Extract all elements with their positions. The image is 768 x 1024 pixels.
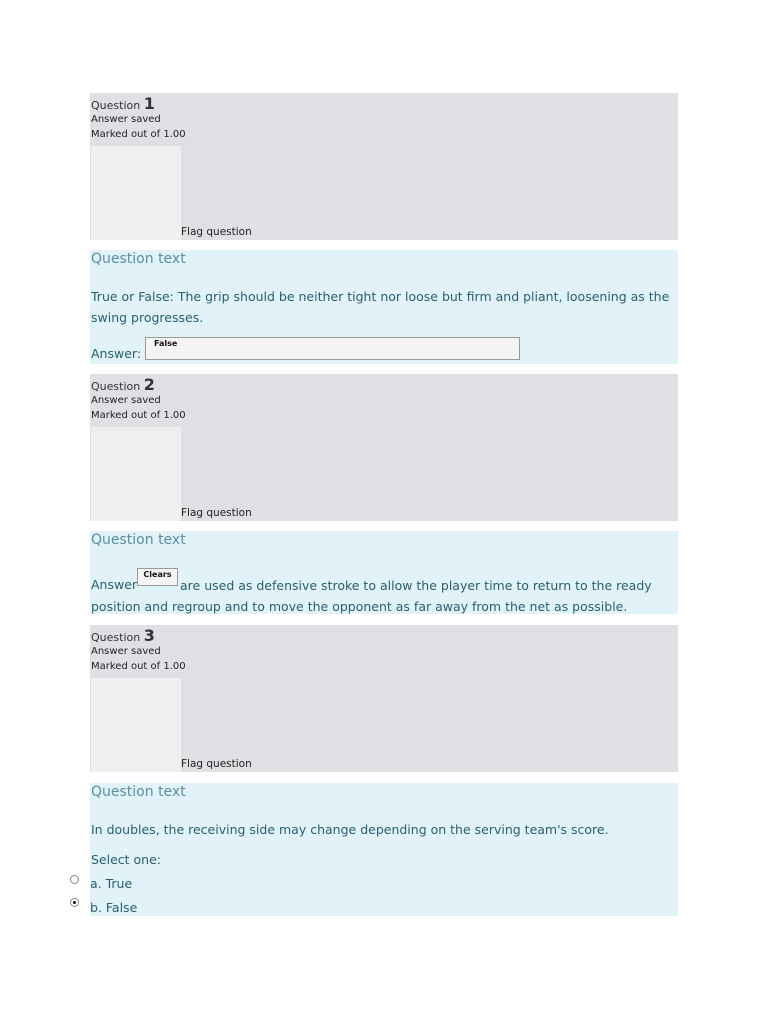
- option-a-label[interactable]: a. True: [90, 876, 133, 891]
- question-3-flag-box: [91, 678, 181, 772]
- question-2-answer-input[interactable]: Clears: [137, 568, 178, 586]
- question-2-text-line1: are used as defensive stroke to allow the player time to return to the ready position and regroup and to move the opponent as far away from the net as possible.: [91, 578, 652, 614]
- question-2-content: [90, 531, 678, 614]
- question-3-number: [91, 626, 155, 645]
- question-number: 3: [143, 626, 155, 645]
- question-3-text: In doubles, the receiving side may change depending on the serving team's score.: [91, 822, 609, 837]
- question-2-number: [91, 375, 155, 394]
- option-b-radio[interactable]: [70, 898, 79, 907]
- question-3-text-heading: Question text: [91, 784, 186, 800]
- question-1-number: [91, 94, 155, 113]
- option-b-label[interactable]: b. False: [90, 900, 138, 915]
- question-1-text: True or False: The grip should be neither tight nor loose but firm and pliant, loosening as the swing progresses.: [91, 289, 670, 325]
- question-2-flag-box: [91, 427, 181, 521]
- question-3-info: [90, 625, 678, 772]
- question-2-answer-label: Answer: [91, 577, 138, 592]
- question-label: Question: [91, 99, 141, 112]
- question-3-state: Answer saved: [91, 646, 161, 657]
- question-1-mark: Marked out of 1.00: [91, 129, 186, 140]
- question-3-mark: Marked out of 1.00: [91, 661, 186, 672]
- question-2-mark: Marked out of 1.00: [91, 410, 186, 421]
- question-3-content-bg: [90, 783, 678, 916]
- question-3-select-label: Select one:: [91, 852, 162, 867]
- question-2-state: Answer saved: [91, 395, 161, 406]
- question-2-info: [90, 374, 678, 521]
- question-2-text-heading: Question text: [91, 532, 186, 548]
- question-1-text-heading: Question text: [91, 251, 186, 267]
- question-1-answer-input[interactable]: False: [145, 337, 520, 360]
- question-1-flag-box: [91, 146, 181, 240]
- question-1-answer-label: Answer:: [91, 346, 142, 361]
- question-1-info: [90, 93, 678, 240]
- question-2-flag-link[interactable]: Flag question: [181, 507, 252, 519]
- option-a-radio[interactable]: [70, 875, 79, 884]
- question-number: 1: [143, 94, 155, 113]
- question-label: Question: [91, 631, 141, 644]
- question-1-content: [90, 250, 678, 364]
- question-label: Question: [91, 380, 141, 393]
- question-3-content: [67, 783, 678, 916]
- question-3-flag-link[interactable]: Flag question: [181, 758, 252, 770]
- question-number: 2: [143, 375, 155, 394]
- question-1-flag-link[interactable]: Flag question: [181, 226, 252, 238]
- question-1-state: Answer saved: [91, 114, 161, 125]
